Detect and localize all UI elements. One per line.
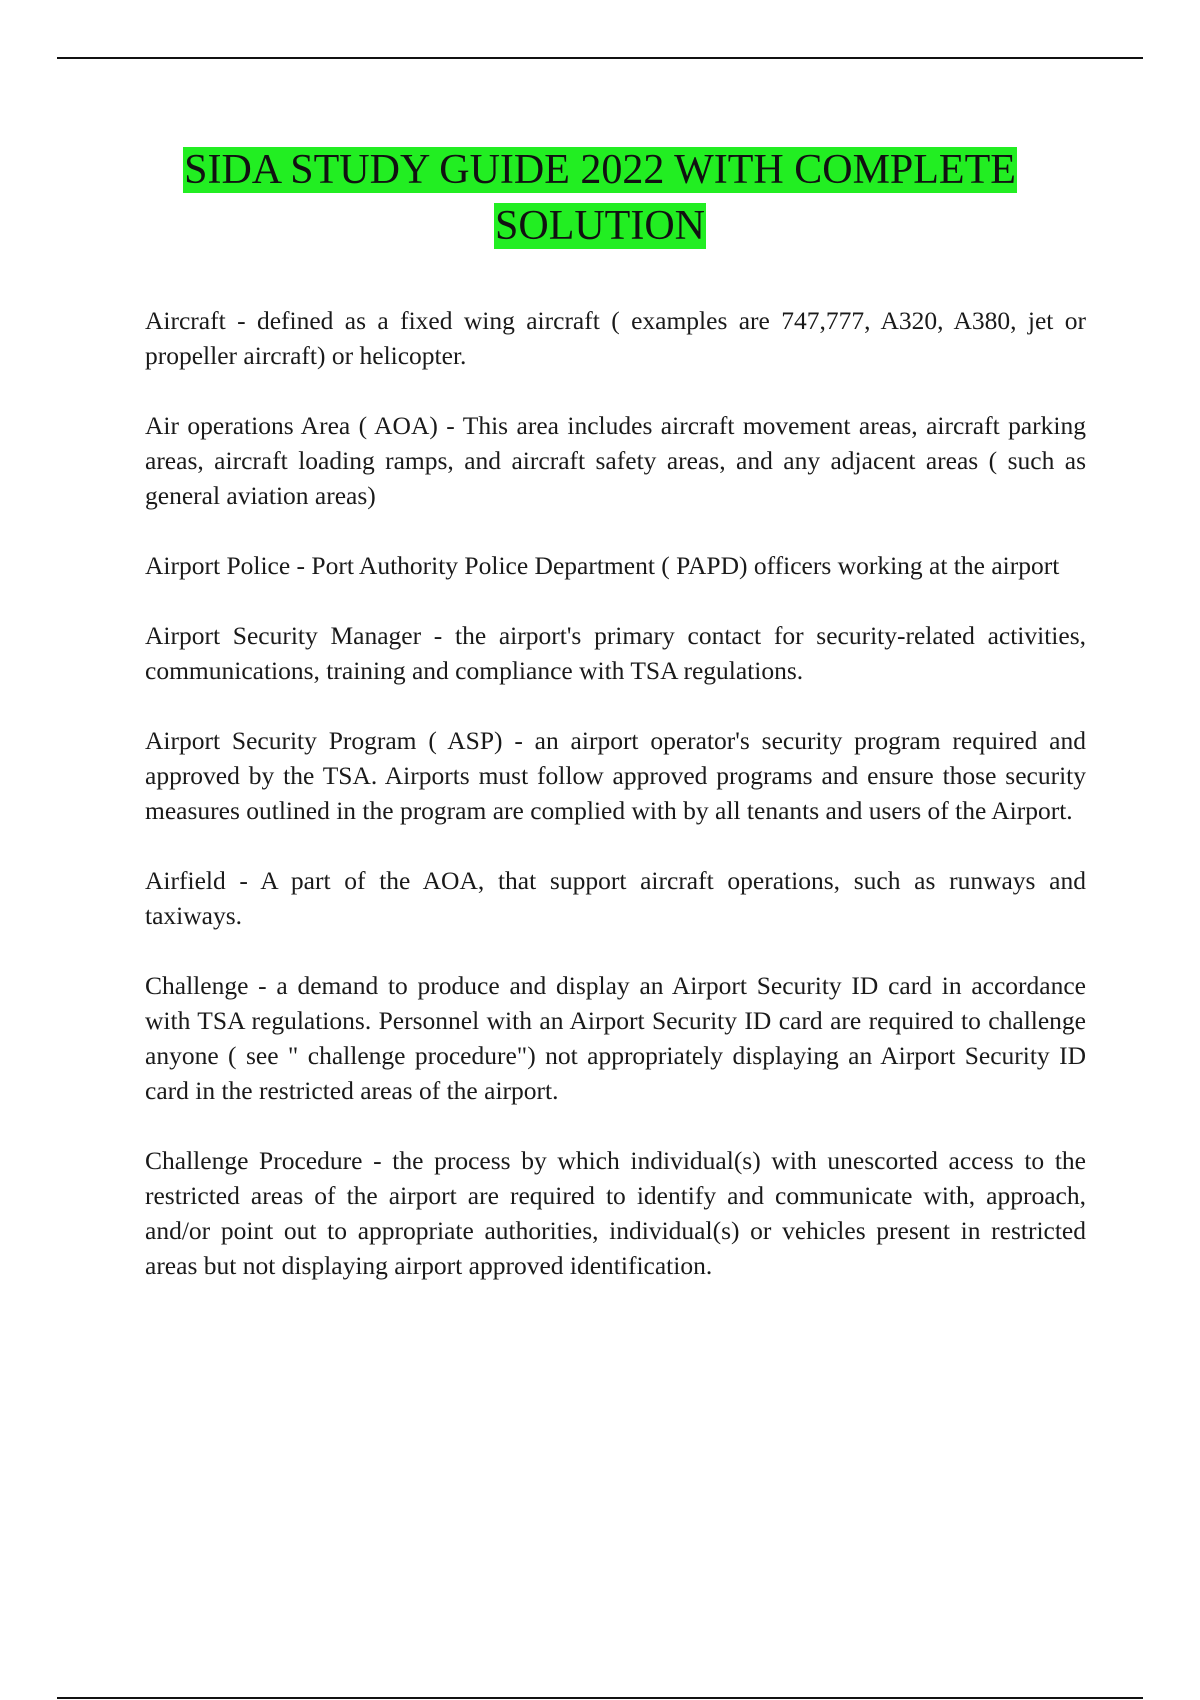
- top-divider: [57, 57, 1143, 59]
- glossary-body: [145, 303, 1086, 1318]
- entry-airport-security-program: Airport Security Program ( ASP) - an airport operator's security program required and approved by the TSA. Airports must follow approved programs and ensure those security measures outlined in the program are complied with by all tenants and users of the Airport.: [145, 726, 1086, 825]
- title-line-2: SOLUTION: [495, 203, 705, 249]
- entry-challenge: Challenge - a demand to produce and display an Airport Security ID card in accordance with TSA regulations. Personnel with an Airport Security ID card are required to challenge anyone ( see " challenge procedure") not appropriately displaying an Airport Security ID card in the restricted areas of the airport.: [145, 971, 1086, 1105]
- entry-aircraft: Aircraft - defined as a fixed wing aircraft ( examples are 747,777, A320, A380, jet or propeller aircraft) or helicopter.: [145, 306, 1086, 370]
- bottom-divider: [57, 1697, 1143, 1699]
- entry-air-operations-area: Air operations Area ( AOA) - This area includes aircraft movement areas, aircraft parking areas, aircraft loading ramps, and aircraft safety areas, and any adjacent areas ( such as general aviation areas): [145, 411, 1086, 510]
- title-line-1: SIDA STUDY GUIDE 2022 WITH COMPLETE: [184, 147, 1016, 193]
- entry-airport-security-manager: Airport Security Manager - the airport's primary contact for security-related activities, communications, training and compliance with TSA regulations.: [145, 621, 1086, 685]
- entry-airport-police: Airport Police - Port Authority Police Department ( PAPD) officers working at the airport: [145, 551, 1060, 580]
- entry-airfield: Airfield - A part of the AOA, that support aircraft operations, such as runways and taxiways.: [145, 866, 1086, 930]
- page-title: [100, 142, 1100, 254]
- entry-challenge-procedure: Challenge Procedure - the process by which individual(s) with unescorted access to the restricted areas of the airport are required to identify and communicate with, approach, and/or point out to appropriate authorities, individual(s) or vehicles present in restricted areas but not displaying airport approved identification.: [145, 1146, 1086, 1280]
